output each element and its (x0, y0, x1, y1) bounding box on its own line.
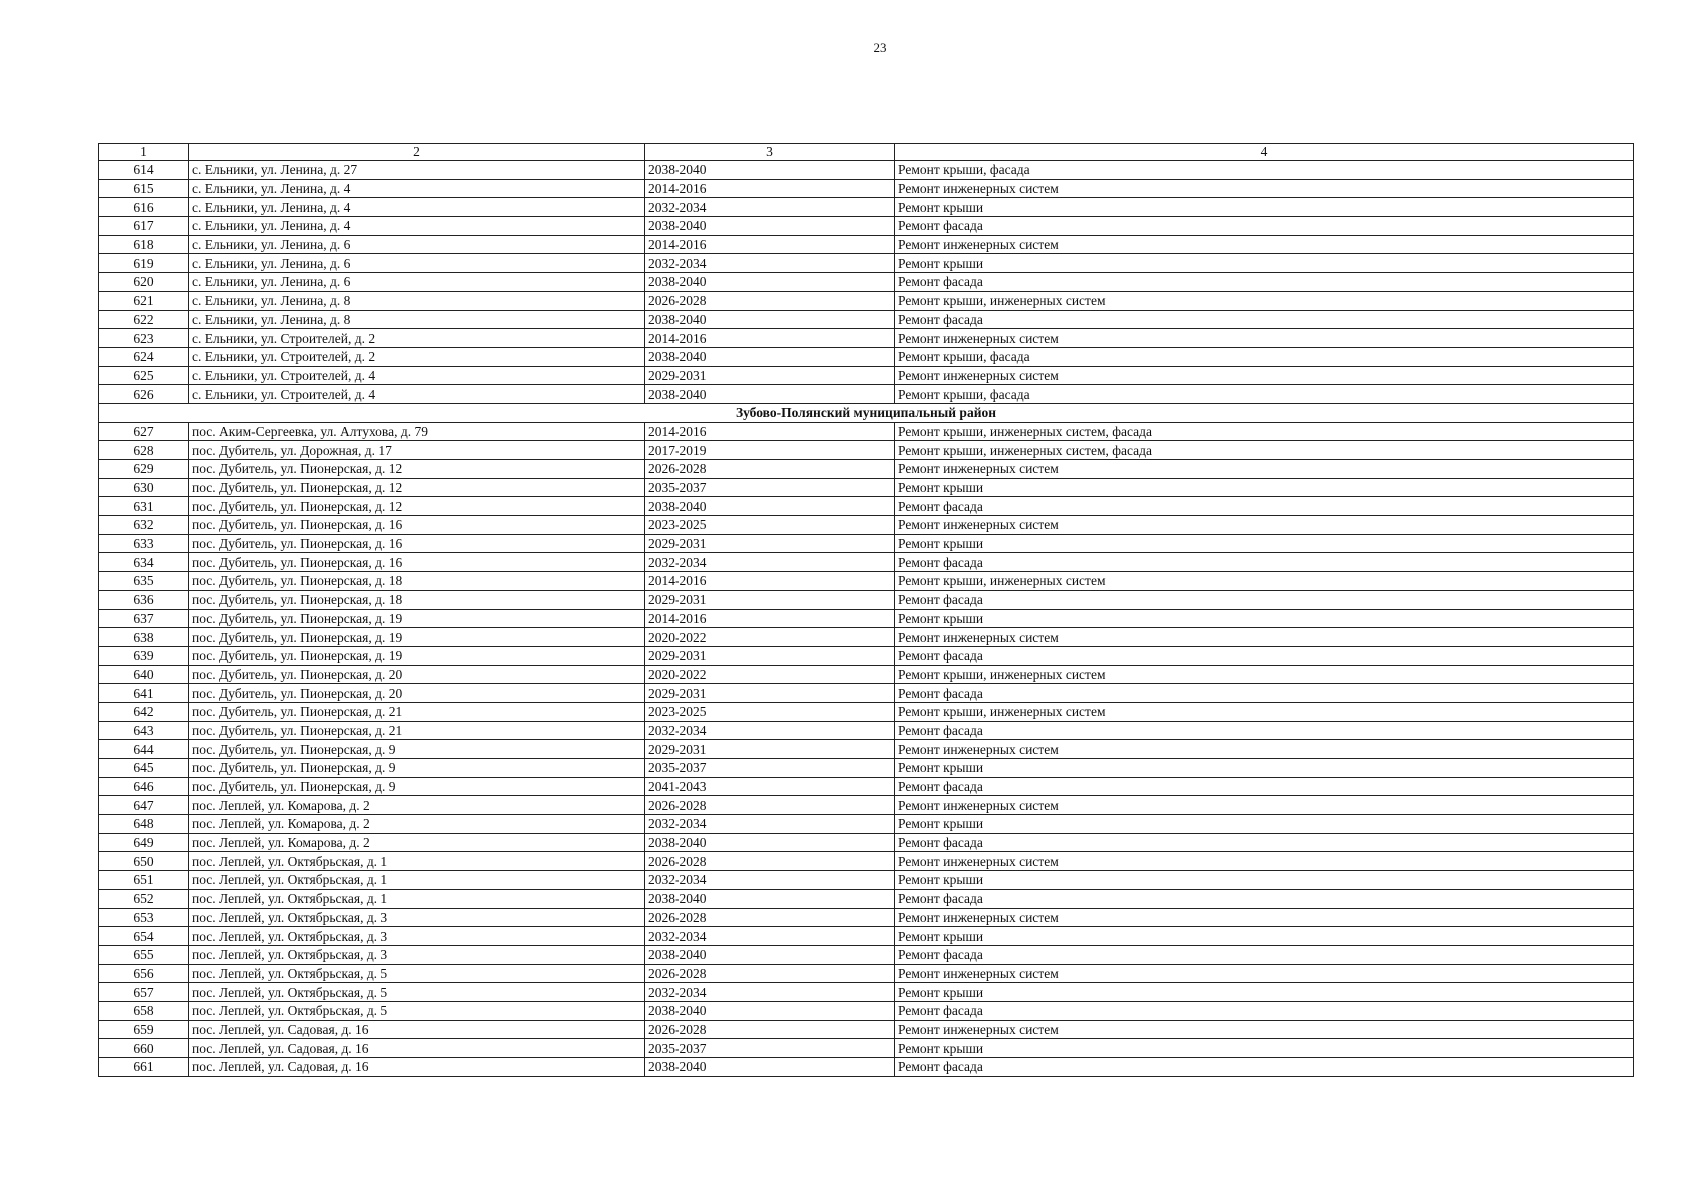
cell-row-number: 641 (99, 684, 189, 703)
cell-period: 2026-2028 (645, 852, 895, 871)
cell-period: 2020-2022 (645, 665, 895, 684)
cell-address: пос. Дубитель, ул. Пионерская, д. 9 (189, 759, 645, 778)
cell-address: пос. Дубитель, ул. Дорожная, д. 17 (189, 441, 645, 460)
table-body-section-heading (99, 403, 1634, 422)
cell-address: пос. Леплей, ул. Садовая, д. 16 (189, 1020, 645, 1039)
table-row (99, 702, 1634, 721)
cell-row-number: 621 (99, 291, 189, 310)
cell-row-number: 637 (99, 609, 189, 628)
cell-row-number: 642 (99, 702, 189, 721)
cell-row-number: 634 (99, 553, 189, 572)
table-row (99, 721, 1634, 740)
table-row (99, 646, 1634, 665)
cell-work-type: Ремонт инженерных систем (895, 908, 1634, 927)
cell-work-type: Ремонт крыши, фасада (895, 385, 1634, 404)
cell-address: пос. Леплей, ул. Садовая, д. 16 (189, 1039, 645, 1058)
cell-work-type: Ремонт инженерных систем (895, 628, 1634, 647)
cell-period: 2026-2028 (645, 908, 895, 927)
cell-work-type: Ремонт крыши, инженерных систем (895, 572, 1634, 591)
cell-work-type: Ремонт инженерных систем (895, 460, 1634, 479)
cell-work-type: Ремонт крыши (895, 759, 1634, 778)
cell-period: 2038-2040 (645, 945, 895, 964)
cell-address: пос. Дубитель, ул. Пионерская, д. 20 (189, 665, 645, 684)
cell-row-number: 651 (99, 871, 189, 890)
cell-row-number: 633 (99, 534, 189, 553)
cell-period: 2032-2034 (645, 198, 895, 217)
cell-period: 2038-2040 (645, 161, 895, 180)
table-row (99, 833, 1634, 852)
cell-work-type: Ремонт крыши, инженерных систем, фасада (895, 422, 1634, 441)
table-row (99, 815, 1634, 834)
cell-work-type: Ремонт фасада (895, 310, 1634, 329)
cell-address: пос. Леплей, ул. Октябрьская, д. 5 (189, 1001, 645, 1020)
cell-period: 2032-2034 (645, 553, 895, 572)
cell-address: с. Ельники, ул. Строителей, д. 2 (189, 329, 645, 348)
cell-row-number: 640 (99, 665, 189, 684)
section-heading-row (99, 403, 1634, 422)
cell-address: пос. Леплей, ул. Октябрьская, д. 1 (189, 852, 645, 871)
cell-address: пос. Дубитель, ул. Пионерская, д. 21 (189, 721, 645, 740)
table-row (99, 235, 1634, 254)
cell-work-type: Ремонт крыши (895, 478, 1634, 497)
table-body-section-b (99, 422, 1634, 1076)
cell-address: с. Ельники, ул. Ленина, д. 8 (189, 310, 645, 329)
cell-address: пос. Дубитель, ул. Пионерская, д. 16 (189, 516, 645, 535)
cell-row-number: 655 (99, 945, 189, 964)
table-row (99, 889, 1634, 908)
cell-work-type: Ремонт инженерных систем (895, 852, 1634, 871)
cell-period: 2014-2016 (645, 609, 895, 628)
cell-row-number: 618 (99, 235, 189, 254)
cell-address: с. Ельники, ул. Ленина, д. 4 (189, 217, 645, 236)
cell-work-type: Ремонт крыши (895, 815, 1634, 834)
cell-work-type: Ремонт фасада (895, 646, 1634, 665)
table-row (99, 441, 1634, 460)
page-number: 23 (873, 40, 887, 55)
cell-row-number: 650 (99, 852, 189, 871)
cell-address: с. Ельники, ул. Строителей, д. 4 (189, 366, 645, 385)
cell-period: 2038-2040 (645, 1058, 895, 1077)
table-row (99, 740, 1634, 759)
repair-schedule-table (98, 143, 1634, 1077)
cell-period: 2032-2034 (645, 983, 895, 1002)
cell-address: пос. Дубитель, ул. Пионерская, д. 19 (189, 628, 645, 647)
cell-work-type: Ремонт крыши (895, 983, 1634, 1002)
cell-address: пос. Дубитель, ул. Пионерская, д. 19 (189, 609, 645, 628)
cell-row-number: 653 (99, 908, 189, 927)
column-header-address: 2 (189, 144, 645, 161)
cell-period: 2038-2040 (645, 273, 895, 292)
cell-work-type: Ремонт инженерных систем (895, 964, 1634, 983)
table-row (99, 964, 1634, 983)
cell-row-number: 635 (99, 572, 189, 591)
cell-period: 2032-2034 (645, 815, 895, 834)
cell-period: 2032-2034 (645, 254, 895, 273)
cell-address: с. Ельники, ул. Ленина, д. 6 (189, 273, 645, 292)
cell-work-type: Ремонт инженерных систем (895, 796, 1634, 815)
cell-period: 2038-2040 (645, 889, 895, 908)
cell-address: с. Ельники, ул. Ленина, д. 6 (189, 254, 645, 273)
table-row (99, 665, 1634, 684)
cell-address: пос. Дубитель, ул. Пионерская, д. 12 (189, 460, 645, 479)
cell-period: 2026-2028 (645, 291, 895, 310)
table-row (99, 852, 1634, 871)
cell-work-type: Ремонт фасада (895, 889, 1634, 908)
cell-work-type: Ремонт фасада (895, 945, 1634, 964)
column-header-period: 3 (645, 144, 895, 161)
cell-work-type: Ремонт крыши, инженерных систем, фасада (895, 441, 1634, 460)
cell-row-number: 627 (99, 422, 189, 441)
table-row (99, 983, 1634, 1002)
table-header-row (99, 144, 1634, 161)
cell-period: 2014-2016 (645, 329, 895, 348)
table-row (99, 1039, 1634, 1058)
table-row (99, 291, 1634, 310)
cell-period: 2026-2028 (645, 964, 895, 983)
cell-work-type: Ремонт крыши, фасада (895, 347, 1634, 366)
cell-address: пос. Леплей, ул. Октябрьская, д. 3 (189, 945, 645, 964)
section-heading: Зубово-Полянский муниципальный район (99, 403, 1634, 422)
cell-period: 2038-2040 (645, 833, 895, 852)
cell-work-type: Ремонт крыши, инженерных систем (895, 291, 1634, 310)
cell-row-number: 657 (99, 983, 189, 1002)
cell-row-number: 659 (99, 1020, 189, 1039)
cell-row-number: 648 (99, 815, 189, 834)
cell-address: пос. Леплей, ул. Садовая, д. 16 (189, 1058, 645, 1077)
cell-period: 2038-2040 (645, 1001, 895, 1020)
cell-address: пос. Леплей, ул. Октябрьская, д. 1 (189, 871, 645, 890)
cell-row-number: 656 (99, 964, 189, 983)
cell-address: пос. Леплей, ул. Комарова, д. 2 (189, 815, 645, 834)
cell-address: пос. Аким-Сергеевка, ул. Алтухова, д. 79 (189, 422, 645, 441)
cell-row-number: 619 (99, 254, 189, 273)
cell-period: 2038-2040 (645, 347, 895, 366)
table-row (99, 385, 1634, 404)
table-row (99, 273, 1634, 292)
cell-work-type: Ремонт крыши, инженерных систем (895, 702, 1634, 721)
cell-row-number: 638 (99, 628, 189, 647)
table-row (99, 534, 1634, 553)
cell-period: 2014-2016 (645, 179, 895, 198)
table-row (99, 777, 1634, 796)
cell-period: 2035-2037 (645, 1039, 895, 1058)
cell-row-number: 626 (99, 385, 189, 404)
cell-work-type: Ремонт фасада (895, 684, 1634, 703)
cell-address: пос. Дубитель, ул. Пионерская, д. 9 (189, 740, 645, 759)
cell-work-type: Ремонт фасада (895, 1001, 1634, 1020)
cell-row-number: 624 (99, 347, 189, 366)
column-header-work-type: 4 (895, 144, 1634, 161)
cell-address: пос. Дубитель, ул. Пионерская, д. 9 (189, 777, 645, 796)
table-row (99, 1001, 1634, 1020)
cell-row-number: 660 (99, 1039, 189, 1058)
table-row (99, 161, 1634, 180)
cell-address: пос. Дубитель, ул. Пионерская, д. 21 (189, 702, 645, 721)
cell-work-type: Ремонт фасада (895, 497, 1634, 516)
table-row (99, 572, 1634, 591)
table-row (99, 198, 1634, 217)
column-header-number: 1 (99, 144, 189, 161)
cell-address: пос. Дубитель, ул. Пионерская, д. 16 (189, 534, 645, 553)
cell-address: пос. Дубитель, ул. Пионерская, д. 12 (189, 478, 645, 497)
cell-period: 2032-2034 (645, 927, 895, 946)
cell-period: 2032-2034 (645, 721, 895, 740)
cell-address: пос. Дубитель, ул. Пионерская, д. 20 (189, 684, 645, 703)
cell-work-type: Ремонт крыши (895, 254, 1634, 273)
cell-work-type: Ремонт крыши (895, 534, 1634, 553)
cell-work-type: Ремонт фасада (895, 1058, 1634, 1077)
cell-address: пос. Дубитель, ул. Пионерская, д. 19 (189, 646, 645, 665)
cell-period: 2026-2028 (645, 796, 895, 815)
table-row (99, 628, 1634, 647)
cell-work-type: Ремонт инженерных систем (895, 235, 1634, 254)
cell-work-type: Ремонт инженерных систем (895, 740, 1634, 759)
cell-row-number: 639 (99, 646, 189, 665)
cell-address: пос. Леплей, ул. Октябрьская, д. 5 (189, 964, 645, 983)
table-row (99, 310, 1634, 329)
table-row (99, 590, 1634, 609)
cell-row-number: 614 (99, 161, 189, 180)
table-row (99, 217, 1634, 236)
cell-period: 2038-2040 (645, 385, 895, 404)
cell-row-number: 615 (99, 179, 189, 198)
table-row (99, 460, 1634, 479)
cell-period: 2020-2022 (645, 628, 895, 647)
cell-row-number: 646 (99, 777, 189, 796)
cell-period: 2014-2016 (645, 235, 895, 254)
cell-row-number: 652 (99, 889, 189, 908)
cell-row-number: 617 (99, 217, 189, 236)
cell-row-number: 629 (99, 460, 189, 479)
cell-work-type: Ремонт фасада (895, 273, 1634, 292)
cell-address: пос. Леплей, ул. Октябрьская, д. 3 (189, 927, 645, 946)
cell-work-type: Ремонт инженерных систем (895, 179, 1634, 198)
cell-period: 2029-2031 (645, 366, 895, 385)
cell-address: пос. Дубитель, ул. Пионерская, д. 18 (189, 572, 645, 591)
cell-work-type: Ремонт инженерных систем (895, 516, 1634, 535)
cell-row-number: 636 (99, 590, 189, 609)
cell-address: пос. Дубитель, ул. Пионерская, д. 18 (189, 590, 645, 609)
cell-work-type: Ремонт крыши (895, 609, 1634, 628)
table-row (99, 516, 1634, 535)
table-row (99, 366, 1634, 385)
cell-address: пос. Леплей, ул. Комарова, д. 2 (189, 796, 645, 815)
cell-row-number: 620 (99, 273, 189, 292)
cell-row-number: 631 (99, 497, 189, 516)
cell-period: 2038-2040 (645, 497, 895, 516)
cell-address: пос. Леплей, ул. Октябрьская, д. 1 (189, 889, 645, 908)
cell-row-number: 616 (99, 198, 189, 217)
cell-period: 2035-2037 (645, 478, 895, 497)
cell-row-number: 632 (99, 516, 189, 535)
cell-period: 2014-2016 (645, 422, 895, 441)
cell-row-number: 643 (99, 721, 189, 740)
cell-address: с. Ельники, ул. Ленина, д. 27 (189, 161, 645, 180)
table-row (99, 254, 1634, 273)
cell-period: 2041-2043 (645, 777, 895, 796)
cell-work-type: Ремонт фасада (895, 777, 1634, 796)
table-row (99, 908, 1634, 927)
cell-period: 2026-2028 (645, 460, 895, 479)
cell-work-type: Ремонт фасада (895, 553, 1634, 572)
cell-period: 2035-2037 (645, 759, 895, 778)
cell-work-type: Ремонт инженерных систем (895, 1020, 1634, 1039)
cell-address: с. Ельники, ул. Ленина, д. 4 (189, 179, 645, 198)
table-row (99, 179, 1634, 198)
table-row (99, 927, 1634, 946)
cell-row-number: 644 (99, 740, 189, 759)
cell-period: 2038-2040 (645, 217, 895, 236)
table-row (99, 1058, 1634, 1077)
cell-row-number: 654 (99, 927, 189, 946)
cell-row-number: 625 (99, 366, 189, 385)
cell-period: 2023-2025 (645, 516, 895, 535)
cell-period: 2023-2025 (645, 702, 895, 721)
cell-work-type: Ремонт крыши, фасада (895, 161, 1634, 180)
cell-address: пос. Леплей, ул. Октябрьская, д. 3 (189, 908, 645, 927)
table-row (99, 871, 1634, 890)
cell-work-type: Ремонт крыши, инженерных систем (895, 665, 1634, 684)
cell-work-type: Ремонт фасада (895, 590, 1634, 609)
cell-work-type: Ремонт крыши (895, 1039, 1634, 1058)
cell-address: с. Ельники, ул. Строителей, д. 4 (189, 385, 645, 404)
table-row (99, 553, 1634, 572)
cell-work-type: Ремонт фасада (895, 833, 1634, 852)
table-row (99, 422, 1634, 441)
cell-row-number: 658 (99, 1001, 189, 1020)
cell-work-type: Ремонт инженерных систем (895, 366, 1634, 385)
table-row (99, 478, 1634, 497)
cell-work-type: Ремонт инженерных систем (895, 329, 1634, 348)
cell-row-number: 645 (99, 759, 189, 778)
table-row (99, 497, 1634, 516)
cell-address: с. Ельники, ул. Строителей, д. 2 (189, 347, 645, 366)
table-row (99, 329, 1634, 348)
table-row (99, 609, 1634, 628)
table-row (99, 759, 1634, 778)
cell-address: пос. Дубитель, ул. Пионерская, д. 12 (189, 497, 645, 516)
cell-row-number: 628 (99, 441, 189, 460)
table-row (99, 945, 1634, 964)
table-row (99, 684, 1634, 703)
cell-row-number: 623 (99, 329, 189, 348)
cell-work-type: Ремонт фасада (895, 217, 1634, 236)
cell-row-number: 622 (99, 310, 189, 329)
table-row (99, 796, 1634, 815)
cell-period: 2029-2031 (645, 684, 895, 703)
cell-period: 2032-2034 (645, 871, 895, 890)
cell-period: 2026-2028 (645, 1020, 895, 1039)
cell-work-type: Ремонт фасада (895, 721, 1634, 740)
cell-address: пос. Леплей, ул. Комарова, д. 2 (189, 833, 645, 852)
cell-address: пос. Леплей, ул. Октябрьская, д. 5 (189, 983, 645, 1002)
cell-address: с. Ельники, ул. Ленина, д. 8 (189, 291, 645, 310)
cell-period: 2029-2031 (645, 740, 895, 759)
table-row (99, 347, 1634, 366)
cell-row-number: 647 (99, 796, 189, 815)
cell-row-number: 630 (99, 478, 189, 497)
cell-address: с. Ельники, ул. Ленина, д. 6 (189, 235, 645, 254)
cell-period: 2014-2016 (645, 572, 895, 591)
cell-period: 2029-2031 (645, 646, 895, 665)
cell-address: с. Ельники, ул. Ленина, д. 4 (189, 198, 645, 217)
cell-work-type: Ремонт крыши (895, 871, 1634, 890)
cell-row-number: 649 (99, 833, 189, 852)
cell-row-number: 661 (99, 1058, 189, 1077)
table-row (99, 1020, 1634, 1039)
cell-address: пос. Дубитель, ул. Пионерская, д. 16 (189, 553, 645, 572)
cell-period: 2029-2031 (645, 534, 895, 553)
table-body-section-a (99, 161, 1634, 404)
cell-period: 2017-2019 (645, 441, 895, 460)
cell-period: 2038-2040 (645, 310, 895, 329)
cell-work-type: Ремонт крыши (895, 927, 1634, 946)
cell-period: 2029-2031 (645, 590, 895, 609)
cell-work-type: Ремонт крыши (895, 198, 1634, 217)
